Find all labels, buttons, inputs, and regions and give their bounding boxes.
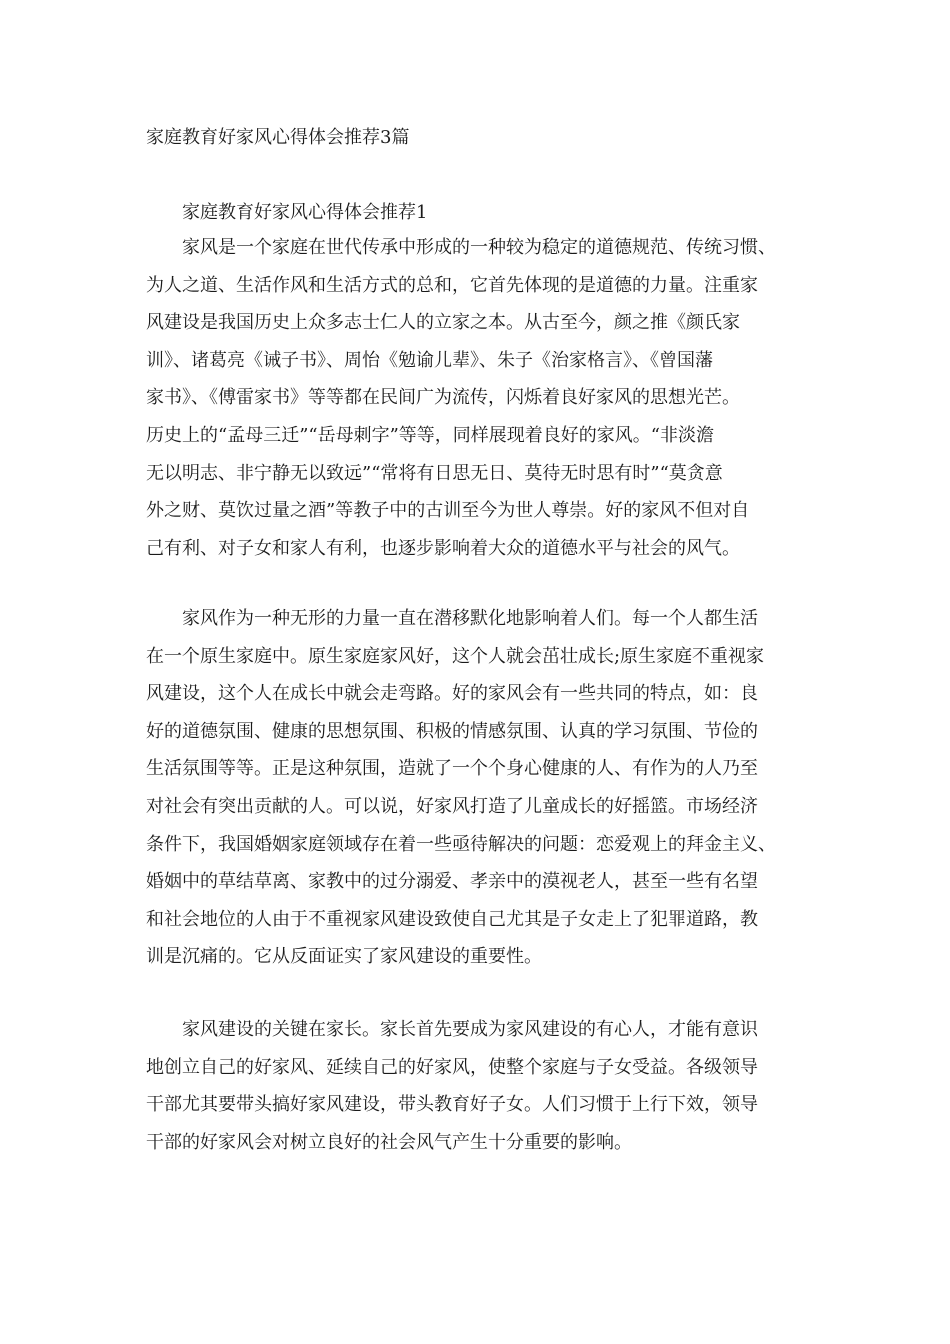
paragraph-line: 在一个原生家庭中。原生家庭家风好，这个人就会茁壮成长;原生家庭不重视家 [146, 645, 765, 667]
paragraph-line: 为人之道、生活作风和生活方式的总和，它首先体现的是道德的力量。注重家 [146, 274, 758, 296]
paragraph-line: 风建设是我国历史上众多志士仁人的立家之本。从古至今，颜之推《颜氏家 [146, 312, 740, 334]
paragraph-line: 生活氛围等等。正是这种氛围，造就了一个个身心健康的人、有作为的人乃至 [146, 758, 758, 780]
paragraph-line: 家风作为一种无形的力量一直在潜移默化地影响着人们。每一个人都生活 [182, 608, 758, 629]
paragraph-line: 干部尤其要带头搞好家风建设，带头教育好子女。人们习惯于上行下效，领导 [146, 1094, 758, 1116]
paragraph-line: 干部的好家风会对树立良好的社会风气产生十分重要的影响。 [146, 1131, 632, 1153]
paragraph-line: 历史上的“孟母三迁”“岳母刺字”等等，同样展现着良好的家风。“非淡澹 [146, 424, 715, 446]
section-title: 家庭教育好家风心得体会推荐1 [182, 202, 428, 223]
paragraph-line: 和社会地位的人由于不重视家风建设致使自己尤其是子女走上了犯罪道路，教 [146, 908, 758, 930]
paragraph-line: 地创立自己的好家风、延续自己的好家风，使整个家庭与子女受益。各级领导 [146, 1056, 758, 1078]
paragraph-line: 训》、诸葛亮《诫子书》、周怡《勉谕儿辈》、朱子《治家格言》、《曾国藩 [146, 349, 713, 371]
paragraph-line: 家风是一个家庭在世代传承中形成的一种较为稳定的道德规范、传统习惯、 [182, 237, 776, 258]
document-title: 家庭教育好家风心得体会推荐3篇 [146, 127, 410, 148]
paragraph-2 [146, 600, 814, 976]
paragraph-1 [146, 229, 814, 567]
paragraph-line: 己有利、对子女和家人有利，也逐步影响着大众的道德水平与社会的风气。 [146, 537, 740, 559]
paragraph-line: 训是沉痛的。它从反面证实了家风建设的重要性。 [146, 946, 542, 968]
paragraph-line: 条件下，我国婚姻家庭领域存在着一些亟待解决的问题：恋爱观上的拜金主义、 [146, 833, 776, 855]
paragraph-line: 婚姻中的草结草离、家教中的过分溺爱、孝亲中的漠视老人，甚至一些有名望 [146, 871, 758, 893]
paragraph-line: 无以明志、非宁静无以致远”“常将有日思无日、莫待无时思有时”“莫贪意 [146, 462, 723, 484]
paragraph-line: 外之财、莫饮过量之酒”等教子中的古训至今为世人尊崇。好的家风不但对自 [146, 500, 750, 522]
paragraph-3 [146, 1011, 814, 1161]
paragraph-line: 好的道德氛围、健康的思想氛围、积极的情感氛围、认真的学习氛围、节俭的 [146, 720, 758, 742]
paragraph-line: 对社会有突出贡献的人。可以说，好家风打造了儿童成长的好摇篮。市场经济 [146, 795, 758, 817]
paragraph-line: 风建设，这个人在成长中就会走弯路。好的家风会有一些共同的特点，如：良 [146, 683, 758, 705]
paragraph-line: 家书》、《傅雷家书》等等都在民间广为流传，闪烁着良好家风的思想光芒。 [146, 387, 740, 409]
paragraph-line: 家风建设的关键在家长。家长首先要成为家风建设的有心人，才能有意识 [182, 1019, 758, 1040]
